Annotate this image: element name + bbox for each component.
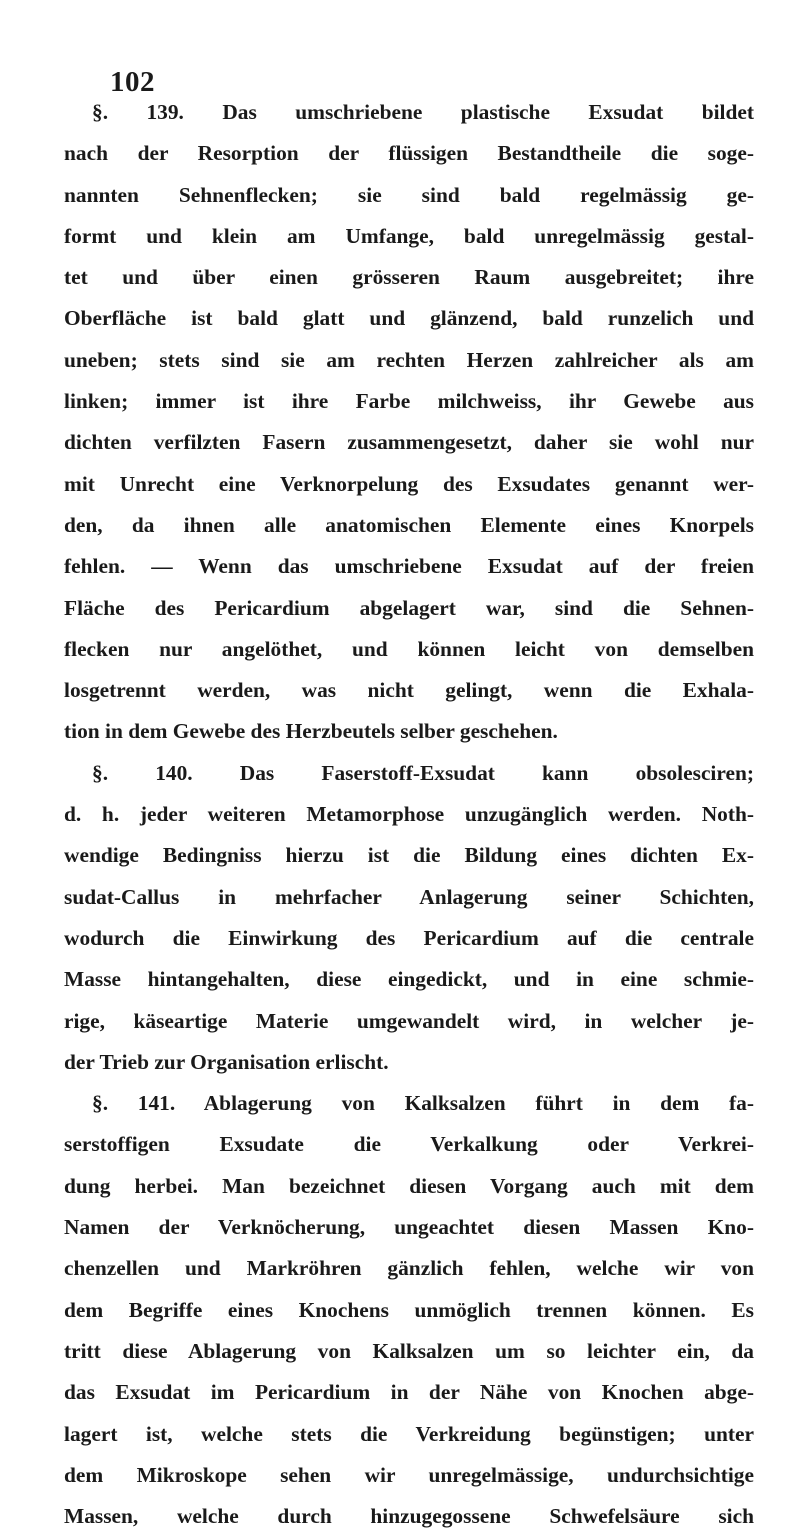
text-line: wendige Bedingniss hierzu ist die Bildung eines dichten Ex- (64, 843, 754, 868)
text-line: §. 141. Ablagerung von Kalksalzen führt in dem fa- (92, 1091, 754, 1116)
text-line: dem Begriffe eines Knochens unmöglich trennen können. Es (64, 1297, 754, 1322)
page-number: 102 (110, 66, 155, 98)
text-line: lagert ist, welche stets die Verkreidung begünstigen; unter (64, 1421, 754, 1446)
text-line: Massen, welche durch hinzugegossene Schwefelsäure sich (64, 1504, 754, 1529)
text-line: §. 139. Das umschriebene plastische Exsudat bildet (92, 100, 754, 124)
text-line: wodurch die Einwirkung des Pericardium auf die centrale (64, 925, 754, 950)
text-line: Oberfläche ist bald glatt und glänzend, bald runzelich und (64, 306, 754, 331)
text-line: tritt diese Ablagerung von Kalksalzen um so leichter ein, da (64, 1338, 754, 1363)
text-line: Fläche des Pericardium abgelagert war, sind die Sehnen- (64, 595, 754, 620)
text-line: den, da ihnen alle anatomischen Elemente eines Knorpels (64, 512, 754, 537)
body-text (64, 92, 754, 1537)
text-line: dem Mikroskope sehen wir unregelmässige, undurchsichtige (64, 1462, 754, 1487)
text-line: d. h. jeder weiteren Metamorphose unzugänglich werden. Noth- (64, 802, 754, 827)
text-line: rige, käseartige Materie umgewandelt wird, in welcher je- (64, 1008, 754, 1033)
text-line: der Trieb zur Organisation erlischt. (64, 1049, 389, 1074)
text-line: dung herbei. Man bezeichnet diesen Vorgang auch mit dem (64, 1173, 754, 1198)
text-line: tet und über einen grösseren Raum ausgebreitet; ihre (64, 265, 754, 290)
text-line: nach der Resorption der flüssigen Bestandtheile die soge- (64, 141, 754, 166)
text-line: linken; immer ist ihre Farbe milchweiss, ihr Gewebe aus (64, 389, 754, 414)
text-line: Masse hintangehalten, diese eingedickt, und in eine schmie- (64, 967, 754, 992)
text-line: serstoffigen Exsudate die Verkalkung oder Verkrei- (64, 1132, 754, 1157)
text-line: formt und klein am Umfange, bald unregelmässig gestal- (64, 223, 754, 248)
text-line: fehlen. — Wenn das umschriebene Exsudat auf der freien (64, 554, 754, 579)
text-line: sudat-Callus in mehrfacher Anlagerung seiner Schichten, (64, 884, 754, 909)
text-line: dichten verfilzten Fasern zusammengesetzt, daher sie wohl nur (64, 430, 754, 455)
text-line: Namen der Verknöcherung, ungeachtet diesen Massen Kno- (64, 1215, 754, 1240)
text-line: chenzellen und Markröhren gänzlich fehlen, welche wir von (64, 1256, 754, 1281)
text-line: nannten Sehnenflecken; sie sind bald regelmässig ge- (64, 182, 754, 207)
text-line: uneben; stets sind sie am rechten Herzen zahlreicher als am (64, 347, 754, 372)
text-line: flecken nur angelöthet, und können leicht von demselben (64, 636, 754, 661)
text-line: tion in dem Gewebe des Herzbeutels selber geschehen. (64, 719, 558, 744)
text-line: §. 140. Das Faserstoff-Exsudat kann obsolesciren; (92, 760, 754, 785)
text-line: mit Unrecht eine Verknorpelung des Exsudates genannt wer- (64, 471, 754, 496)
text-line: losgetrennt werden, was nicht gelingt, wenn die Exhala- (64, 678, 754, 703)
text-line: das Exsudat im Pericardium in der Nähe von Knochen abge- (64, 1380, 754, 1405)
